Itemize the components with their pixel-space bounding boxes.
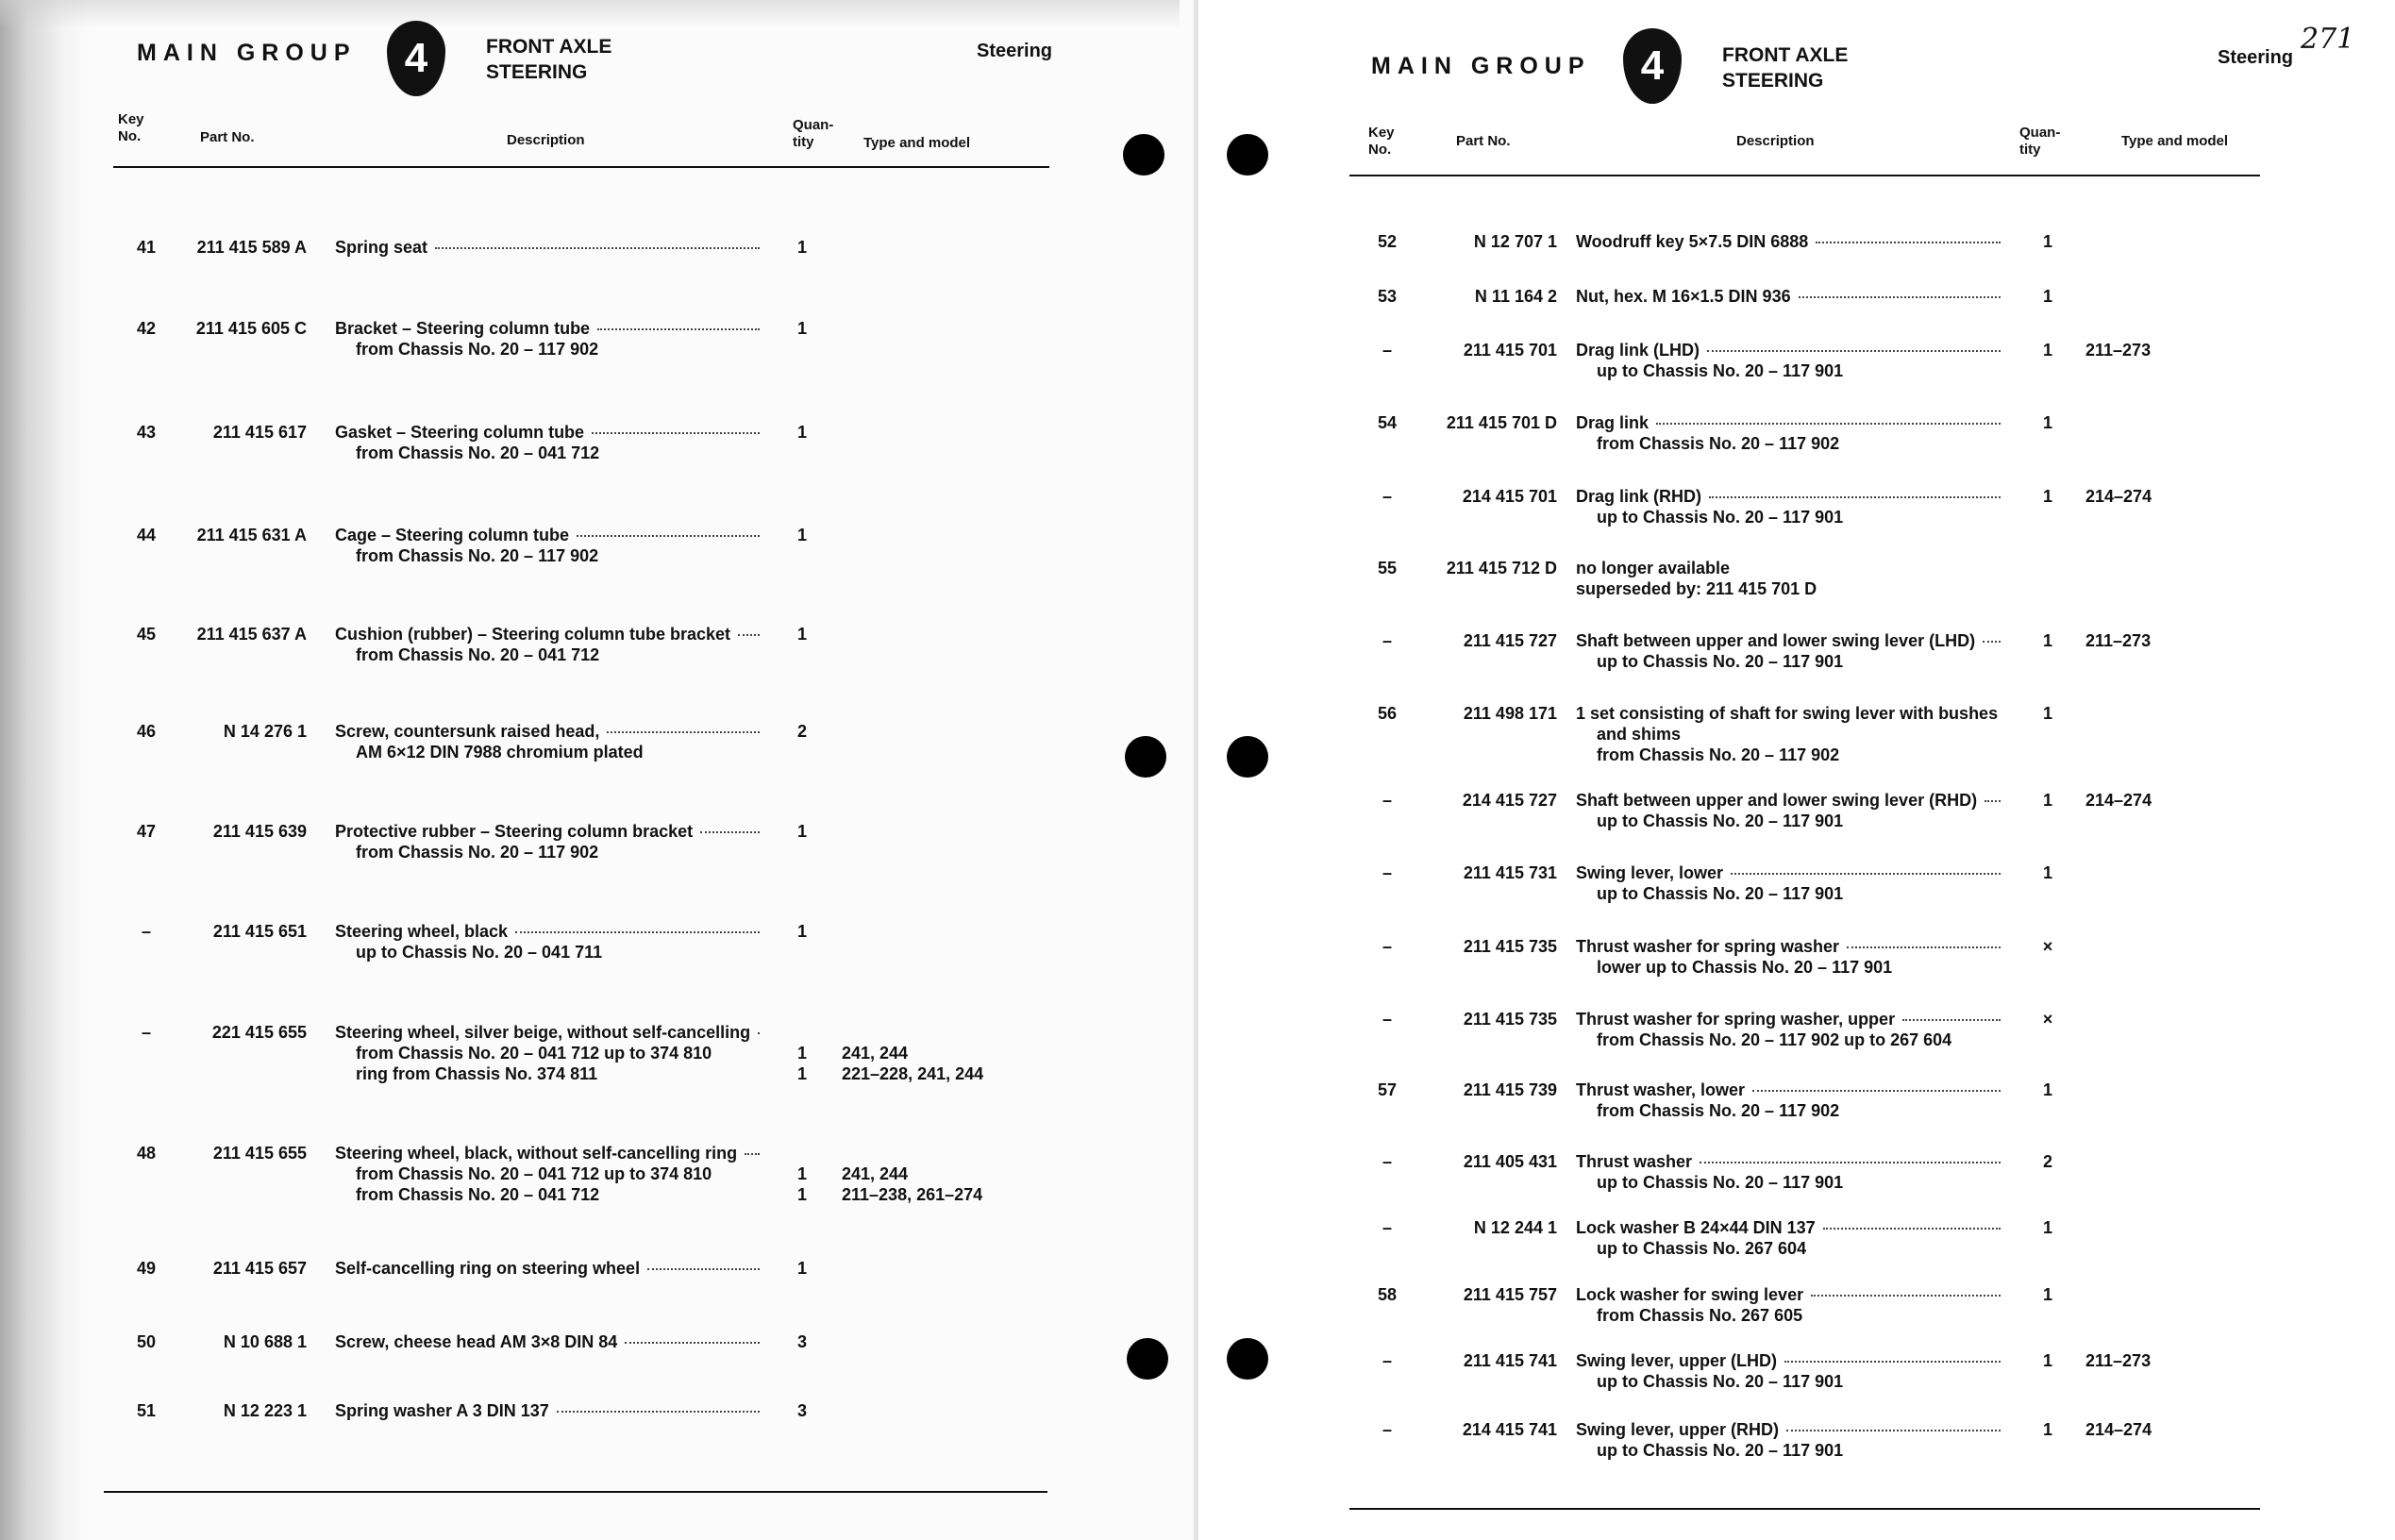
part-number: 211 415 701 D [1446, 413, 1557, 432]
part-number: 211 415 739 [1463, 1080, 1557, 1099]
part-number: 214 415 727 [1462, 791, 1557, 810]
part-number: 211 415 631 A [196, 526, 307, 544]
part-number: N 10 688 1 [223, 1332, 307, 1351]
key-number: 42 [136, 319, 157, 338]
key-number: – [1382, 1152, 1392, 1171]
quantity: × [2042, 937, 2053, 956]
part-description [1576, 1152, 2001, 1172]
part-description [1576, 791, 2001, 811]
part-number: 211 415 727 [1463, 631, 1557, 650]
description-text: Screw, countersunk raised head, [335, 722, 600, 741]
dot-leader [1847, 946, 2001, 948]
corner-label: Steering [2218, 47, 2294, 68]
part-description [1576, 1420, 2001, 1440]
key-number: – [1382, 341, 1392, 360]
type-and-model: 211–238, 261–274 [842, 1185, 983, 1204]
description-text: Thrust washer, lower [1576, 1080, 1746, 1099]
key-number: 56 [1377, 704, 1398, 723]
dot-leader [647, 1268, 760, 1270]
part-description [1576, 1218, 2001, 1238]
key-number: 41 [136, 238, 157, 257]
group-number-badge: 4 [1623, 28, 1682, 104]
key-number: 52 [1377, 232, 1398, 251]
quantity: 1 [796, 423, 807, 442]
col-header-key-line2: No. [1368, 142, 1392, 158]
col-header-type-model: Type and model [863, 135, 971, 151]
part-description: no longer available [1576, 559, 1731, 578]
part-description-note: from Chassis No. 20 – 041 712 [356, 444, 600, 462]
col-header-key [1368, 125, 1395, 159]
part-number: 211 415 735 [1463, 1010, 1557, 1029]
part-description-note: up to Chassis No. 20 – 117 901 [1597, 884, 1844, 903]
col-header-description: Description [507, 132, 585, 148]
key-number: – [1382, 631, 1392, 650]
description-text: Screw, cheese head AM 3×8 DIN 84 [335, 1332, 618, 1351]
quantity: 2 [2042, 1152, 2052, 1171]
part-description [1576, 287, 2001, 307]
part-description [335, 1332, 760, 1352]
part-description-note: up to Chassis No. 20 – 117 901 [1597, 1173, 1844, 1192]
dot-leader [1709, 496, 2001, 498]
description-text: Lock washer for swing lever [1576, 1285, 1804, 1304]
binder-hole-1 [1123, 134, 1164, 176]
key-number: 44 [136, 526, 157, 544]
part-description [335, 1401, 760, 1421]
type-and-model: 211–273 [2085, 631, 2152, 650]
part-description-note: up to Chassis No. 267 604 [1597, 1239, 1807, 1258]
description-text: Steering wheel, black, without self-cancelling ring [335, 1144, 738, 1163]
type-and-model: 214–274 [2085, 1420, 2152, 1439]
part-description-note: and shims [1597, 725, 1682, 744]
quantity: 3 [796, 1401, 807, 1420]
description-text: Swing lever, upper (RHD) [1576, 1420, 1780, 1439]
part-number: 211 415 741 [1463, 1351, 1557, 1370]
header-rule [1349, 175, 2260, 176]
description-text: Shaft between upper and lower swing lever (RHD) [1576, 791, 1978, 810]
section-title-line2: STEERING [1722, 70, 1824, 92]
dot-leader [1731, 873, 2001, 875]
quantity: 1 [2042, 791, 2052, 810]
part-description-note: from Chassis No. 20 – 117 902 [356, 843, 599, 862]
dot-leader [700, 831, 760, 833]
part-number: 211 405 431 [1463, 1152, 1557, 1171]
part-number: 211 415 651 [212, 922, 307, 941]
key-number: – [1382, 1010, 1392, 1029]
col-header-qty-line1: Quan- [793, 117, 834, 133]
part-number: N 12 223 1 [223, 1401, 307, 1420]
quantity: 1 [2042, 631, 2052, 650]
description-text: Steering wheel, silver beige, without self-cancelling [335, 1023, 751, 1042]
scan-noise-left-edge [0, 0, 90, 1540]
quantity: 1 [796, 822, 807, 841]
key-number: 54 [1377, 413, 1398, 432]
description-text: Swing lever, lower [1576, 863, 1724, 882]
part-number: 214 415 701 [1462, 487, 1557, 506]
col-header-qty-line1: Quan- [2019, 125, 2061, 141]
section-title-line1: FRONT AXLE [1722, 44, 1849, 66]
dot-leader [1784, 1361, 2001, 1363]
dot-leader [1656, 423, 2001, 425]
part-description [1576, 1080, 2001, 1100]
section-title-line1: FRONT AXLE [486, 36, 612, 58]
corner-label: Steering [977, 41, 1053, 61]
key-number: – [1382, 791, 1392, 810]
quantity: × [2042, 1010, 2053, 1029]
quantity: 1 [2042, 287, 2052, 306]
quantity: 1 [796, 238, 807, 257]
key-number: – [1382, 1420, 1392, 1439]
description-text: Drag link (RHD) [1576, 487, 1702, 506]
part-number: 211 415 712 D [1446, 559, 1557, 578]
dot-leader [1707, 350, 2001, 352]
part-description-note: ring from Chassis No. 374 811 [356, 1064, 598, 1083]
part-description-note: from Chassis No. 267 605 [1597, 1306, 1803, 1325]
part-description [1576, 487, 2001, 507]
quantity: 1 [796, 1064, 807, 1083]
binder-hole-2 [1125, 736, 1166, 778]
description-text: 1 set consisting of shaft for swing lever with bushes [1576, 704, 1999, 723]
col-header-qty-line2: tity [793, 134, 814, 150]
quantity: 1 [796, 319, 807, 338]
type-and-model: 221–228, 241, 244 [842, 1064, 984, 1083]
part-number: 211 415 605 C [195, 319, 307, 338]
part-description [1576, 937, 2001, 957]
col-header-quantity [2019, 125, 2060, 159]
type-and-model: 214–274 [2085, 791, 2152, 810]
quantity: 1 [796, 625, 807, 644]
quantity: 1 [2042, 341, 2052, 360]
part-description-note: from Chassis No. 20 – 041 712 [356, 645, 600, 664]
binder-hole-1 [1227, 134, 1268, 176]
col-header-key-line1: Key [1368, 125, 1395, 141]
dot-leader [1902, 1019, 2001, 1021]
key-number: – [141, 922, 151, 941]
key-number: – [1382, 487, 1392, 506]
part-number: 221 415 655 [211, 1023, 307, 1042]
dot-leader [592, 432, 760, 434]
part-number: 211 415 655 [212, 1144, 307, 1163]
part-number: N 12 244 1 [1473, 1218, 1557, 1237]
part-description [1576, 341, 2001, 360]
dot-leader [1799, 296, 2001, 298]
part-description [335, 822, 760, 842]
part-description-note: from Chassis No. 20 – 117 902 [1597, 745, 1840, 764]
part-description [335, 625, 760, 644]
part-number: 211 415 639 [212, 822, 307, 841]
part-description [335, 922, 760, 942]
description-text: Nut, hex. M 16×1.5 DIN 936 [1576, 287, 1791, 306]
key-number: 55 [1377, 559, 1398, 578]
col-header-quantity [793, 117, 833, 151]
part-description-note: up to Chassis No. 20 – 117 901 [1597, 361, 1844, 380]
section-title [1722, 42, 1848, 93]
part-number: N 12 707 1 [1473, 232, 1557, 251]
description-text: Steering wheel, black [335, 922, 509, 941]
type-and-model: 241, 244 [842, 1164, 909, 1183]
dot-leader [577, 535, 760, 537]
part-description-note: from Chassis No. 20 – 117 902 [356, 546, 599, 565]
quantity: 1 [796, 922, 807, 941]
key-number: 51 [136, 1401, 157, 1420]
col-header-key-line1: Key [118, 111, 144, 127]
description-text: Cushion (rubber) – Steering column tube bracket [335, 625, 731, 644]
part-number: 211 498 171 [1463, 704, 1557, 723]
quantity: 1 [2042, 863, 2052, 882]
part-description-note: up to Chassis No. 20 – 041 711 [356, 943, 603, 962]
part-number: 211 415 731 [1463, 863, 1557, 882]
part-description-note: lower up to Chassis No. 20 – 117 901 [1597, 958, 1893, 977]
dot-leader [1811, 1295, 2001, 1297]
quantity: 2 [796, 722, 807, 741]
description-text: Drag link [1576, 413, 1650, 432]
description-text: Woodruff key 5×7.5 DIN 6888 [1576, 232, 1809, 251]
part-number: N 11 164 2 [1474, 287, 1557, 306]
part-description [335, 1144, 760, 1163]
part-number: 214 415 741 [1462, 1420, 1557, 1439]
part-description-note: from Chassis No. 20 – 117 902 [1597, 434, 1840, 453]
quantity: 1 [2042, 232, 2052, 251]
key-number: – [1382, 937, 1392, 956]
dot-leader [1752, 1090, 2001, 1092]
section-title-line2: STEERING [486, 61, 588, 83]
binder-hole-2 [1227, 736, 1268, 778]
part-description [1576, 1351, 2001, 1371]
part-description-note: from Chassis No. 20 – 041 712 [356, 1185, 600, 1204]
description-text: Protective rubber – Steering column bracket [335, 822, 694, 841]
part-description [335, 526, 760, 545]
key-number: 46 [136, 722, 157, 741]
col-header-key-line2: No. [118, 128, 142, 144]
description-text: Bracket – Steering column tube [335, 319, 591, 338]
description-text: Spring washer A 3 DIN 137 [335, 1401, 549, 1420]
col-header-type-model: Type and model [2121, 133, 2229, 149]
dot-leader [738, 634, 760, 636]
key-number: 53 [1377, 287, 1398, 306]
right-page [1198, 0, 2395, 1540]
part-description-note: from Chassis No. 20 – 117 902 up to 267 604 [1597, 1030, 1952, 1049]
part-number: 211 415 701 [1463, 341, 1557, 360]
quantity: 1 [2042, 487, 2052, 506]
quantity: 1 [2042, 1285, 2052, 1304]
col-header-qty-line2: tity [2019, 142, 2041, 158]
part-description [335, 1259, 760, 1279]
dot-leader [1786, 1430, 2001, 1431]
part-description [1576, 704, 2001, 724]
key-number: 47 [136, 822, 157, 841]
footer-rule [104, 1491, 1047, 1493]
part-description [335, 319, 760, 339]
part-description-note: up to Chassis No. 20 – 117 901 [1597, 508, 1844, 527]
key-number: 50 [136, 1332, 157, 1351]
type-and-model: 214–274 [2085, 487, 2152, 506]
type-and-model: 241, 244 [842, 1044, 909, 1063]
scan-noise-top [0, 0, 1180, 28]
part-number: 211 415 757 [1463, 1285, 1557, 1304]
quantity: 1 [2042, 1351, 2052, 1370]
dot-leader [607, 731, 760, 733]
part-description-note: from Chassis No. 20 – 041 712 up to 374 810 [356, 1044, 712, 1063]
part-description [1576, 232, 2001, 252]
part-number: 211 415 657 [212, 1259, 307, 1278]
part-description [1576, 1010, 2001, 1029]
description-text: Thrust washer for spring washer [1576, 937, 1840, 956]
dot-leader [515, 931, 760, 933]
dot-leader [758, 1032, 760, 1034]
description-text: Self-cancelling ring on steering wheel [335, 1259, 641, 1278]
quantity: 1 [796, 1259, 807, 1278]
dot-leader [625, 1342, 760, 1344]
quantity: 1 [2042, 1420, 2052, 1439]
part-description [1576, 413, 2001, 433]
part-number: 211 415 617 [212, 423, 307, 442]
main-group-title: MAIN GROUP [1371, 53, 1591, 79]
left-page [0, 0, 1194, 1540]
part-description [335, 1023, 760, 1043]
quantity: 1 [2042, 1080, 2052, 1099]
binder-hole-3 [1127, 1338, 1168, 1380]
quantity: 1 [2042, 1218, 2052, 1237]
part-description-note: up to Chassis No. 20 – 117 901 [1597, 812, 1844, 830]
quantity: 1 [796, 1164, 807, 1183]
part-description [335, 423, 760, 443]
key-number: – [141, 1023, 151, 1042]
quantity: 1 [2042, 413, 2052, 432]
part-description [1576, 631, 2001, 651]
part-number: 211 415 735 [1463, 937, 1557, 956]
description-text: Thrust washer for spring washer, upper [1576, 1010, 1896, 1029]
part-description [1576, 863, 2001, 883]
quantity: 1 [796, 1044, 807, 1063]
key-number: – [1382, 863, 1392, 882]
key-number: 45 [136, 625, 157, 644]
dot-leader [1816, 242, 2001, 243]
dot-leader [435, 247, 760, 249]
col-header-key [118, 111, 144, 145]
key-number: 48 [136, 1144, 157, 1163]
footer-rule [1349, 1508, 2260, 1510]
part-description-note: from Chassis No. 20 – 041 712 up to 374 810 [356, 1164, 712, 1183]
key-number: 58 [1377, 1285, 1398, 1304]
key-number: – [1382, 1351, 1392, 1370]
group-number-badge: 4 [387, 21, 445, 96]
col-header-description: Description [1736, 133, 1815, 149]
part-number: 211 415 589 A [196, 238, 307, 257]
description-text: Cage – Steering column tube [335, 526, 570, 544]
part-number: N 14 276 1 [223, 722, 307, 741]
quantity: 1 [796, 526, 807, 544]
dot-leader [557, 1411, 760, 1413]
part-description [335, 238, 760, 258]
section-title [486, 34, 611, 85]
header-rule [113, 166, 1049, 168]
part-description-note: from Chassis No. 20 – 117 902 [356, 340, 599, 359]
type-and-model: 211–273 [2085, 1351, 2152, 1370]
part-description [1576, 1285, 2001, 1305]
dot-leader [1985, 800, 2001, 802]
page-number-handwritten: 271 [2301, 23, 2355, 56]
part-description-note: from Chassis No. 20 – 117 902 [1597, 1101, 1840, 1120]
key-number: 49 [136, 1259, 157, 1278]
part-description-note: up to Chassis No. 20 – 117 901 [1597, 652, 1844, 671]
part-description [335, 722, 760, 742]
description-text: Shaft between upper and lower swing lever (LHD) [1576, 631, 1976, 650]
dot-leader [745, 1153, 760, 1155]
quantity: 3 [796, 1332, 807, 1351]
description-text: Gasket – Steering column tube [335, 423, 585, 442]
key-number: 57 [1377, 1080, 1398, 1099]
description-text: Swing lever, upper (LHD) [1576, 1351, 1778, 1370]
dot-leader [1700, 1162, 2001, 1163]
type-and-model: 211–273 [2085, 341, 2152, 360]
quantity: 1 [2042, 704, 2052, 723]
col-header-part: Part No. [200, 129, 255, 145]
part-description-note: AM 6×12 DIN 7988 chromium plated [356, 743, 644, 762]
key-number: – [1382, 1218, 1392, 1237]
part-description-note: superseded by: 211 415 701 D [1576, 579, 1817, 598]
dot-leader [1823, 1228, 2001, 1230]
main-group-title: MAIN GROUP [137, 40, 357, 66]
key-number: 43 [136, 423, 157, 442]
description-text: Lock washer B 24×44 DIN 137 [1576, 1218, 1816, 1237]
col-header-part: Part No. [1456, 133, 1511, 149]
description-text: Spring seat [335, 238, 428, 257]
binder-hole-3 [1227, 1338, 1268, 1380]
quantity: 1 [796, 1185, 807, 1204]
dot-leader [597, 328, 760, 330]
description-text: Drag link (LHD) [1576, 341, 1700, 360]
part-number: 211 415 637 A [196, 625, 307, 644]
description-text: Thrust washer [1576, 1152, 1693, 1171]
dot-leader [1983, 641, 2001, 643]
part-description-note: up to Chassis No. 20 – 117 901 [1597, 1441, 1844, 1460]
part-description-note: up to Chassis No. 20 – 117 901 [1597, 1372, 1844, 1391]
